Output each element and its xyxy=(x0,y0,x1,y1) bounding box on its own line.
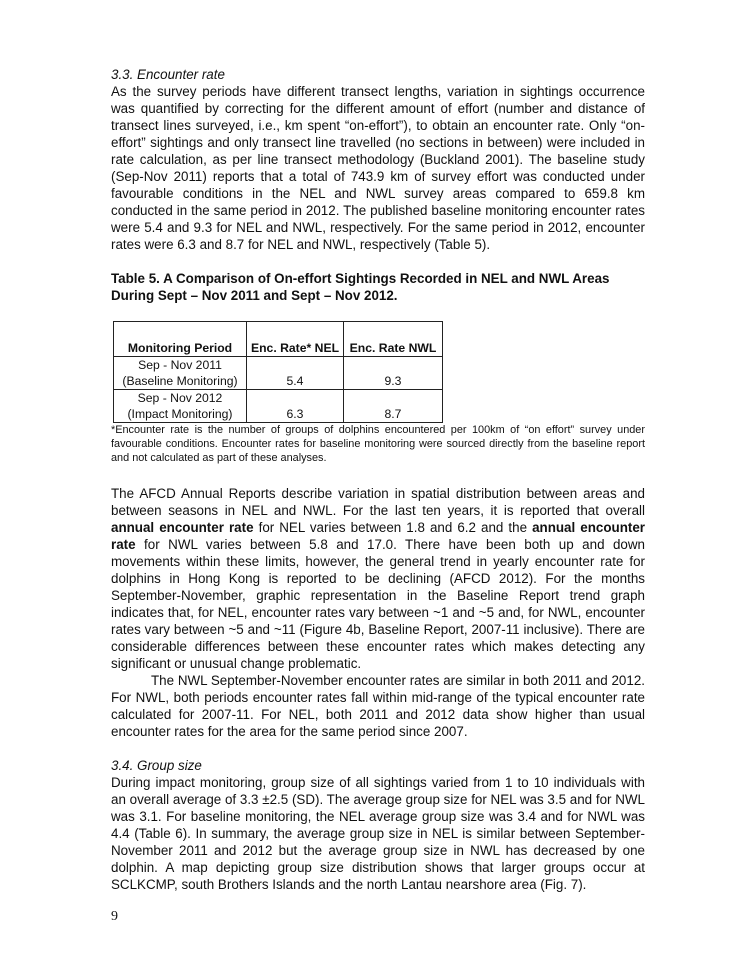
bold-term: annual encounter rate xyxy=(111,520,645,552)
table-row xyxy=(114,390,443,407)
nel-value-cell: 6.3 xyxy=(247,406,344,423)
section-heading-encounter-rate: 3.3. Encounter rate xyxy=(111,67,225,82)
header-enc-rate-nwl: Enc. Rate NWL xyxy=(344,322,443,357)
table-row xyxy=(114,373,443,390)
nwl-value-cell: 8.7 xyxy=(344,406,443,423)
nwl-value-cell: 9.3 xyxy=(344,373,443,390)
bold-term: annual encounter rate xyxy=(111,520,254,535)
header-monitoring-period: Monitoring Period xyxy=(114,322,247,357)
table-row xyxy=(114,406,443,423)
group-size-paragraph: During impact monitoring, group size of all sightings varied from 1 to 10 individuals with an overall average of 3.3 ±2.5 (SD). The average group size for NEL was 3.5 and for NWL was 3.1. For baseline monitoring, the NEL average group size was 3.4 and for NWL was 4.4 (Table 6). In summary, the average group size in NEL is similar between September-November 2011 and 2012 but the average group size in NWL has decreased by one dolphin. A map depicting group size distribution shows that larger groups occur at SCLKCMP, south Brothers Islands and the north Lantau nearshore area (Fig. 7). xyxy=(111,775,645,892)
encounter-rate-table xyxy=(113,321,443,423)
encounter-rate-paragraph: As the survey periods have different transect lengths, variation in sightings occurrence was quantified by correcting for the different amount of effort (number and distance of transect lines surveyed, i.e., km spent “on-effort”), to obtain an encounter rate. Only “on-effort” sightings and only transect line travelled (no sections in between) were included in rate calculation, as per line transect methodology (Buckland 2001). The baseline study (Sep-Nov 2011) reports that a total of 743.9 km of survey effort was conducted under favourable conditions in the NEL and NWL survey areas compared to 659.8 km conducted in the same period in 2012. The published baseline monitoring encounter rates were 5.4 and 9.3 for NEL and NWL, respectively. For the same period in 2012, encounter rates were 6.3 and 8.7 for NEL and NWL, respectively (Table 5). xyxy=(111,84,645,252)
table-5-caption: Table 5. A Comparison of On-effort Sightings Recorded in NEL and NWL Areas During Sept – Nov 2011 and Sept – Nov 2012. xyxy=(111,271,610,303)
nwl-paragraph: The NWL September-November encounter rates are similar in both 2011 and 2012. For NWL, both periods encounter rates fall within mid-range of the typical encounter rate calculated for 2007-11. For NEL, both 2011 and 2012 data show higher than usual encounter rates for the area for the same period since 2007. xyxy=(111,673,645,739)
table-header-row xyxy=(114,322,443,357)
period-cell: Sep - Nov 2011 xyxy=(114,357,247,374)
section-heading-group-size: 3.4. Group size xyxy=(111,758,202,773)
table-row xyxy=(114,357,443,374)
period-cell: Sep - Nov 2012 xyxy=(114,390,247,407)
page-content xyxy=(111,66,645,893)
afcd-paragraph: The AFCD Annual Reports describe variation in spatial distribution between areas and between seasons in NEL and NWL. For the last ten years, it is reported that overall annual encounter rate for NEL varies between 1.8 and 6.2 and the annual encounter rate for NWL varies between 5.8 and 17.0. There have been both up and down movements within these limits, however, the general trend in yearly encounter rate for dolphins in Hong Kong is reported to be declining (AFCD 2012). For the months September-November, graphic representation in the Baseline Report trend graph indicates that, for NEL, encounter rates vary between ~1 and ~5 and, for NWL, encounter rates vary between ~5 and ~11 (Figure 4b, Baseline Report, 2007-11 inclusive). There are considerable differences between these encounter rates which makes detecting any significant or unusual change problematic. xyxy=(111,486,645,671)
period-note-cell: (Impact Monitoring) xyxy=(114,406,247,423)
table-footnote: *Encounter rate is the number of groups of dolphins encountered per 100km of “on effort” survey under favourable conditions. Encounter rates for baseline monitoring were sourced directly from the baseline report and not calculated as part of these analyses. xyxy=(111,424,645,464)
nel-value-cell: 5.4 xyxy=(247,373,344,390)
period-note-cell: (Baseline Monitoring) xyxy=(114,373,247,390)
header-enc-rate-nel: Enc. Rate* NEL xyxy=(247,322,344,357)
page-number: 9 xyxy=(111,909,118,924)
